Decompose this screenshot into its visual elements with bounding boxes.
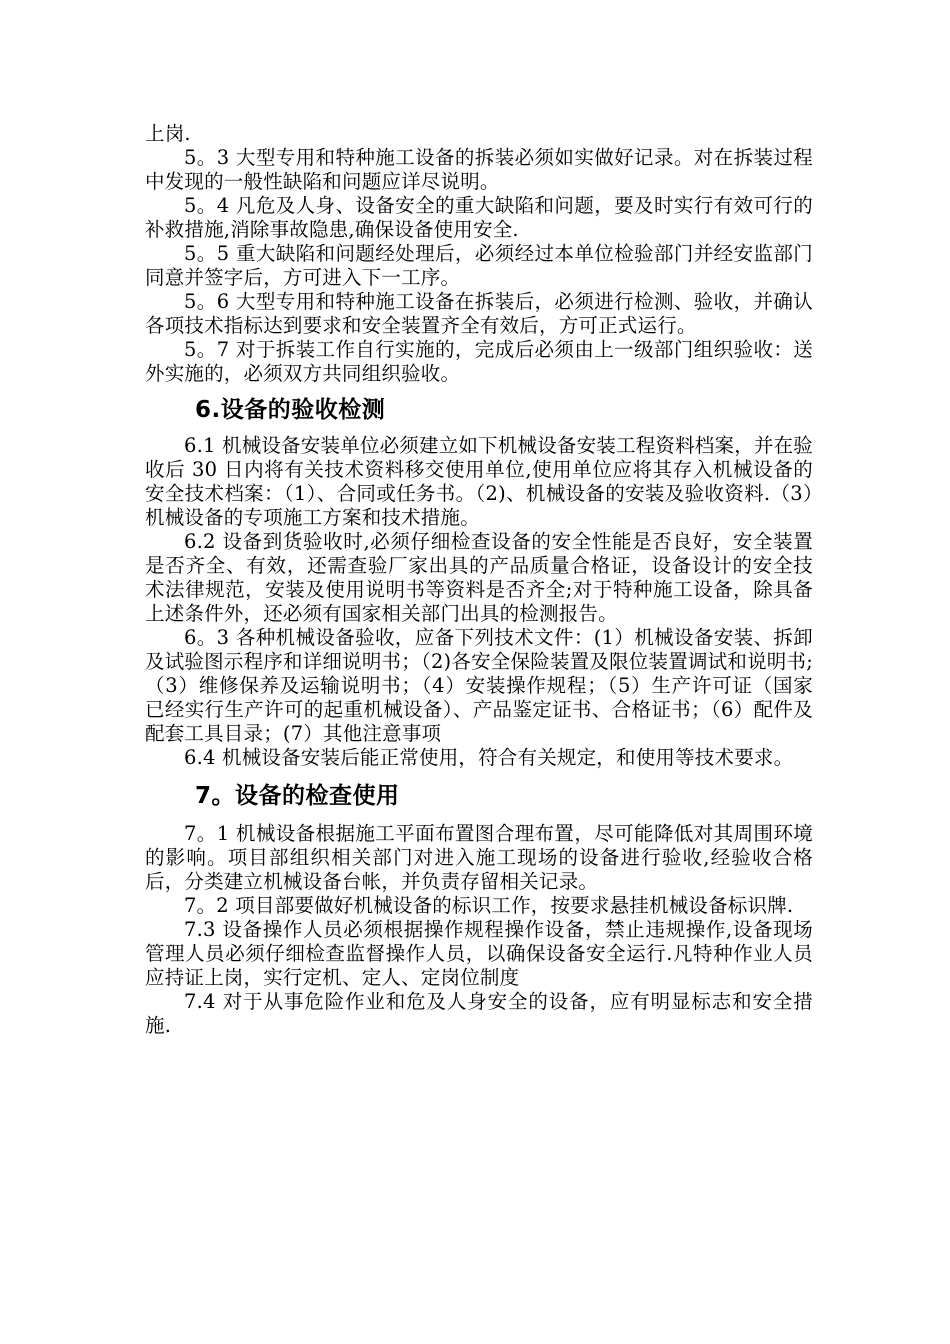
paragraph-6-4: 6.4 机械设备安装后能正常使用，符合有关规定，和使用等技术要求。 bbox=[184, 746, 794, 769]
paragraph-5-4: 5。4 凡危及人身、设备安全的重大缺陷和问题，要及时实行有效可行的补救措施,消除事故隐患,确保设备使用安全. bbox=[145, 194, 813, 241]
paragraph-6-1: 6.1 机械设备安装单位必须建立如下机械设备安装工程资料档案，并在验收后 30 日内将有关技术资料移交使用单位,使用单位应将其存入机械设备的安全技术档案：（1）、合同或任务书。（2)、机械设备的安装及验收资料.（3）机械设备的专项施工方案和技术措施。 bbox=[145, 434, 814, 529]
paragraph-5-6: 5。6 大型专用和特种施工设备在拆装后，必须进行检测、验收，并确认各项技术指标达到要求和安全装置齐全有效后，方可正式运行。 bbox=[145, 290, 813, 337]
document-body bbox=[145, 122, 813, 1038]
paragraph-7-3: 7.3 设备操作人员必须根据操作规程操作设备，禁止违规操作,设备现场管理人员必须仔细检查监督操作人员，以确保设备安全运行.凡特种作业人员应持证上岗，实行定机、定人、定岗位制度 bbox=[145, 918, 813, 989]
paragraph-7-4: 7.4 对于从事危险作业和危及人身安全的设备，应有明显标志和安全措施. bbox=[145, 990, 813, 1037]
section-heading-7: 7。设备的检查使用 bbox=[195, 783, 400, 809]
paragraph-5-3: 5。3 大型专用和特种施工设备的拆装必须如实做好记录。对在拆装过程中发现的一般性缺陷和问题应详尽说明。 bbox=[145, 146, 813, 193]
paragraph-7-2: 7。2 项目部要做好机械设备的标识工作，按要求悬挂机械设备标识牌. bbox=[184, 894, 794, 917]
paragraph-5-5: 5。5 重大缺陷和问题经处理后，必须经过本单位检验部门并经安监部门同意并签字后，方可进入下一工序。 bbox=[145, 242, 813, 289]
paragraph-7-1: 7。1 机械设备根据施工平面布置图合理布置，尽可能降低对其周围环境的影响。项目部组织相关部门对进入施工现场的设备进行验收,经验收合格后，分类建立机械设备台帐，并负责存留相关记录。 bbox=[145, 822, 813, 893]
paragraph-6-3: 6。3 各种机械设备验收，应备下列技术文件：(1）机械设备安装、拆卸及试验图示程序和详细说明书；（2)各安全保险装置及限位装置调试和说明书;（3）维修保养及运输说明书；（4）安装操作规程；（5）生产许可证（国家已经实行生产许可的起重机械设备）、产品鉴定证书、合格证书；（6）配件及配套工具目录；(7）其他注意事项 bbox=[145, 626, 813, 745]
paragraph-continuation: 上岗. bbox=[145, 122, 191, 145]
paragraph-5-7: 5。7 对于拆装工作自行实施的，完成后必须由上一级部门组织验收：送外实施的，必须双方共同组织验收。 bbox=[145, 338, 813, 385]
paragraph-6-2: 6.2 设备到货验收时,必须仔细检查设备的安全性能是否良好，安全装置是否齐全、有效，还需查验厂家出具的产品质量合格证，设备设计的安全技术法律规范，安装及使用说明书等资料是否齐全;对于特种施工设备，除具备上述条件外，还必须有国家相关部门出具的检测报告。 bbox=[145, 530, 813, 625]
section-heading-6: 6.设备的验收检测 bbox=[195, 397, 386, 423]
